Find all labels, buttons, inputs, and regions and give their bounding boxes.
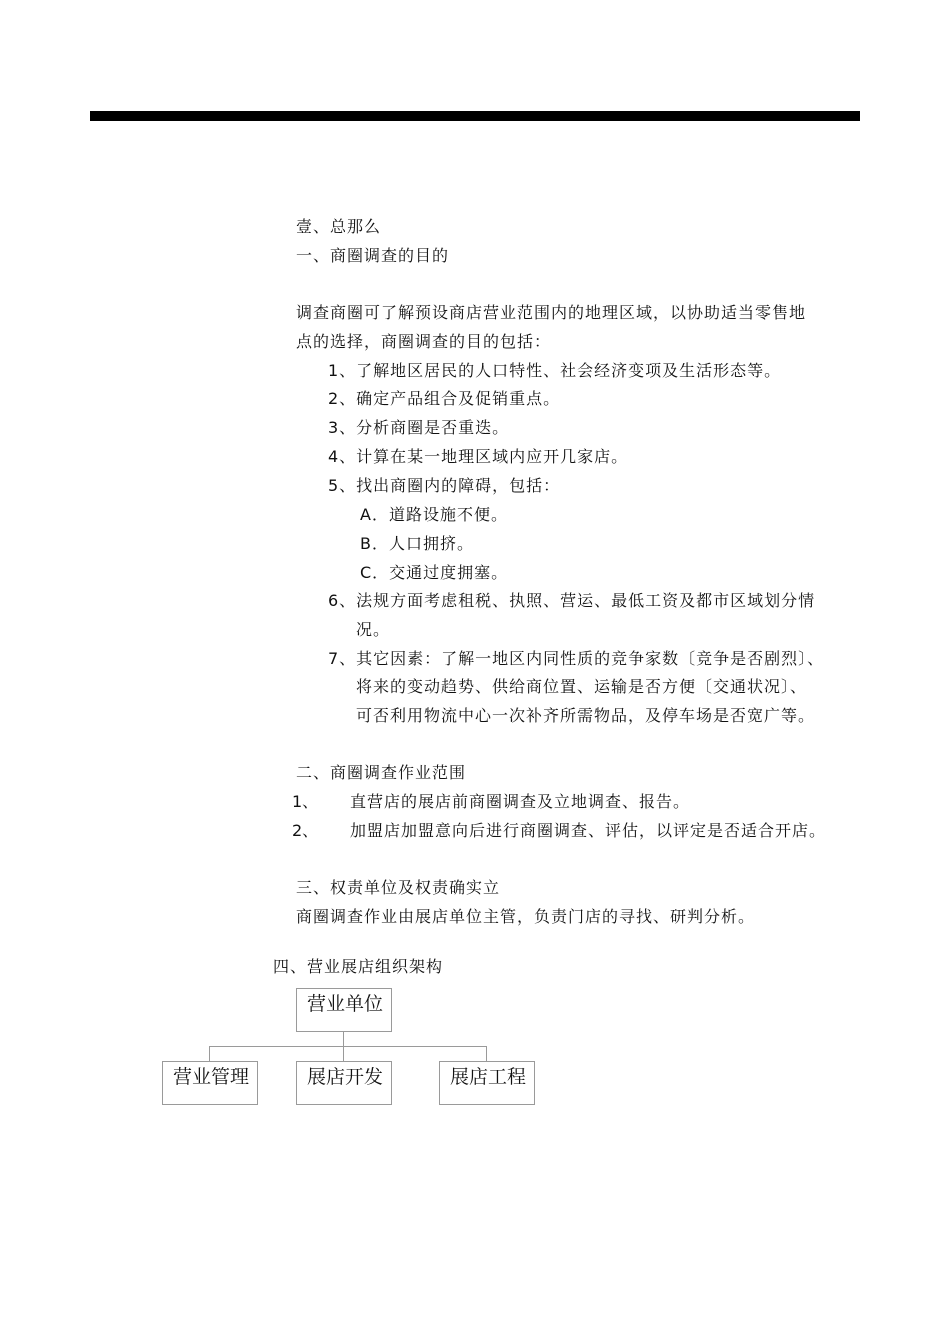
paragraph-1-line-2: 点的选择，商圈调查的目的包括： xyxy=(296,332,552,351)
list-item-continuation: 可否利用物流中心一次补齐所需物品，及停车场是否宽广等。 xyxy=(356,706,816,725)
list-item: 2、确定产品组合及促销重点。 xyxy=(328,389,561,408)
list-item-continuation: 将来的变动趋势、供给商位置、运输是否方便〔交通状况〕、 xyxy=(356,677,808,696)
paragraph-1-line-1: 调查商圈可了解预设商店营业范围内的地理区域，以协助适当零售地 xyxy=(296,303,807,322)
org-child-label: 展店开发 xyxy=(307,1066,384,1088)
heading-3: 三、权责单位及权责确实立 xyxy=(296,878,501,897)
list-item: 1、了解地区居民的人口特性、社会经济变项及生活形态等。 xyxy=(328,361,782,380)
heading-4: 四、营业展店组织架构 xyxy=(273,957,444,976)
list-item: 5、找出商圈内的障碍，包括： xyxy=(328,476,561,495)
paragraph-3: 商圈调查作业由展店单位主管，负责门店的寻找、研判分析。 xyxy=(296,907,756,926)
scope-number: 1、 xyxy=(292,792,319,811)
section-title: 壹、总那么 xyxy=(296,217,382,236)
org-child-box xyxy=(296,1061,392,1105)
list-item: 3、分析商圈是否重迭。 xyxy=(328,418,510,437)
sub-list-item: C．交通过度拥塞。 xyxy=(360,563,509,582)
org-root-label: 营业单位 xyxy=(307,993,384,1015)
org-child-label: 展店工程 xyxy=(450,1066,527,1088)
org-connector-horizontal xyxy=(209,1046,487,1047)
scope-text: 加盟店加盟意向后进行商圈调查、评估，以评定是否适合开店。 xyxy=(350,821,827,840)
scope-text: 直营店的展店前商圈调查及立地调查、报告。 xyxy=(350,792,691,811)
list-item: 6、法规方面考虑租税、执照、营运、最低工资及都市区域划分情 xyxy=(328,591,816,610)
org-root-box xyxy=(296,988,392,1032)
list-item: 7、其它因素：了解一地区内同性质的竞争家数〔竞争是否剧烈〕、 xyxy=(328,649,825,668)
scope-number: 2、 xyxy=(292,821,319,840)
sub-list-item: A．道路设施不便。 xyxy=(360,505,508,524)
heading-2: 二、商圈调查作业范围 xyxy=(296,763,467,782)
org-connector-left xyxy=(209,1046,210,1062)
sub-list-item: B．人口拥挤。 xyxy=(360,534,474,553)
org-child-box xyxy=(439,1061,535,1105)
org-child-box xyxy=(162,1061,258,1105)
heading-1: 一、商圈调查的目的 xyxy=(296,246,450,265)
list-item: 4、计算在某一地理区域内应开几家店。 xyxy=(328,447,629,466)
org-connector-vertical xyxy=(343,1032,344,1062)
org-child-label: 营业管理 xyxy=(173,1066,250,1088)
org-connector-right xyxy=(486,1046,487,1062)
list-item-continuation: 况。 xyxy=(356,620,391,639)
top-rule xyxy=(90,111,860,121)
